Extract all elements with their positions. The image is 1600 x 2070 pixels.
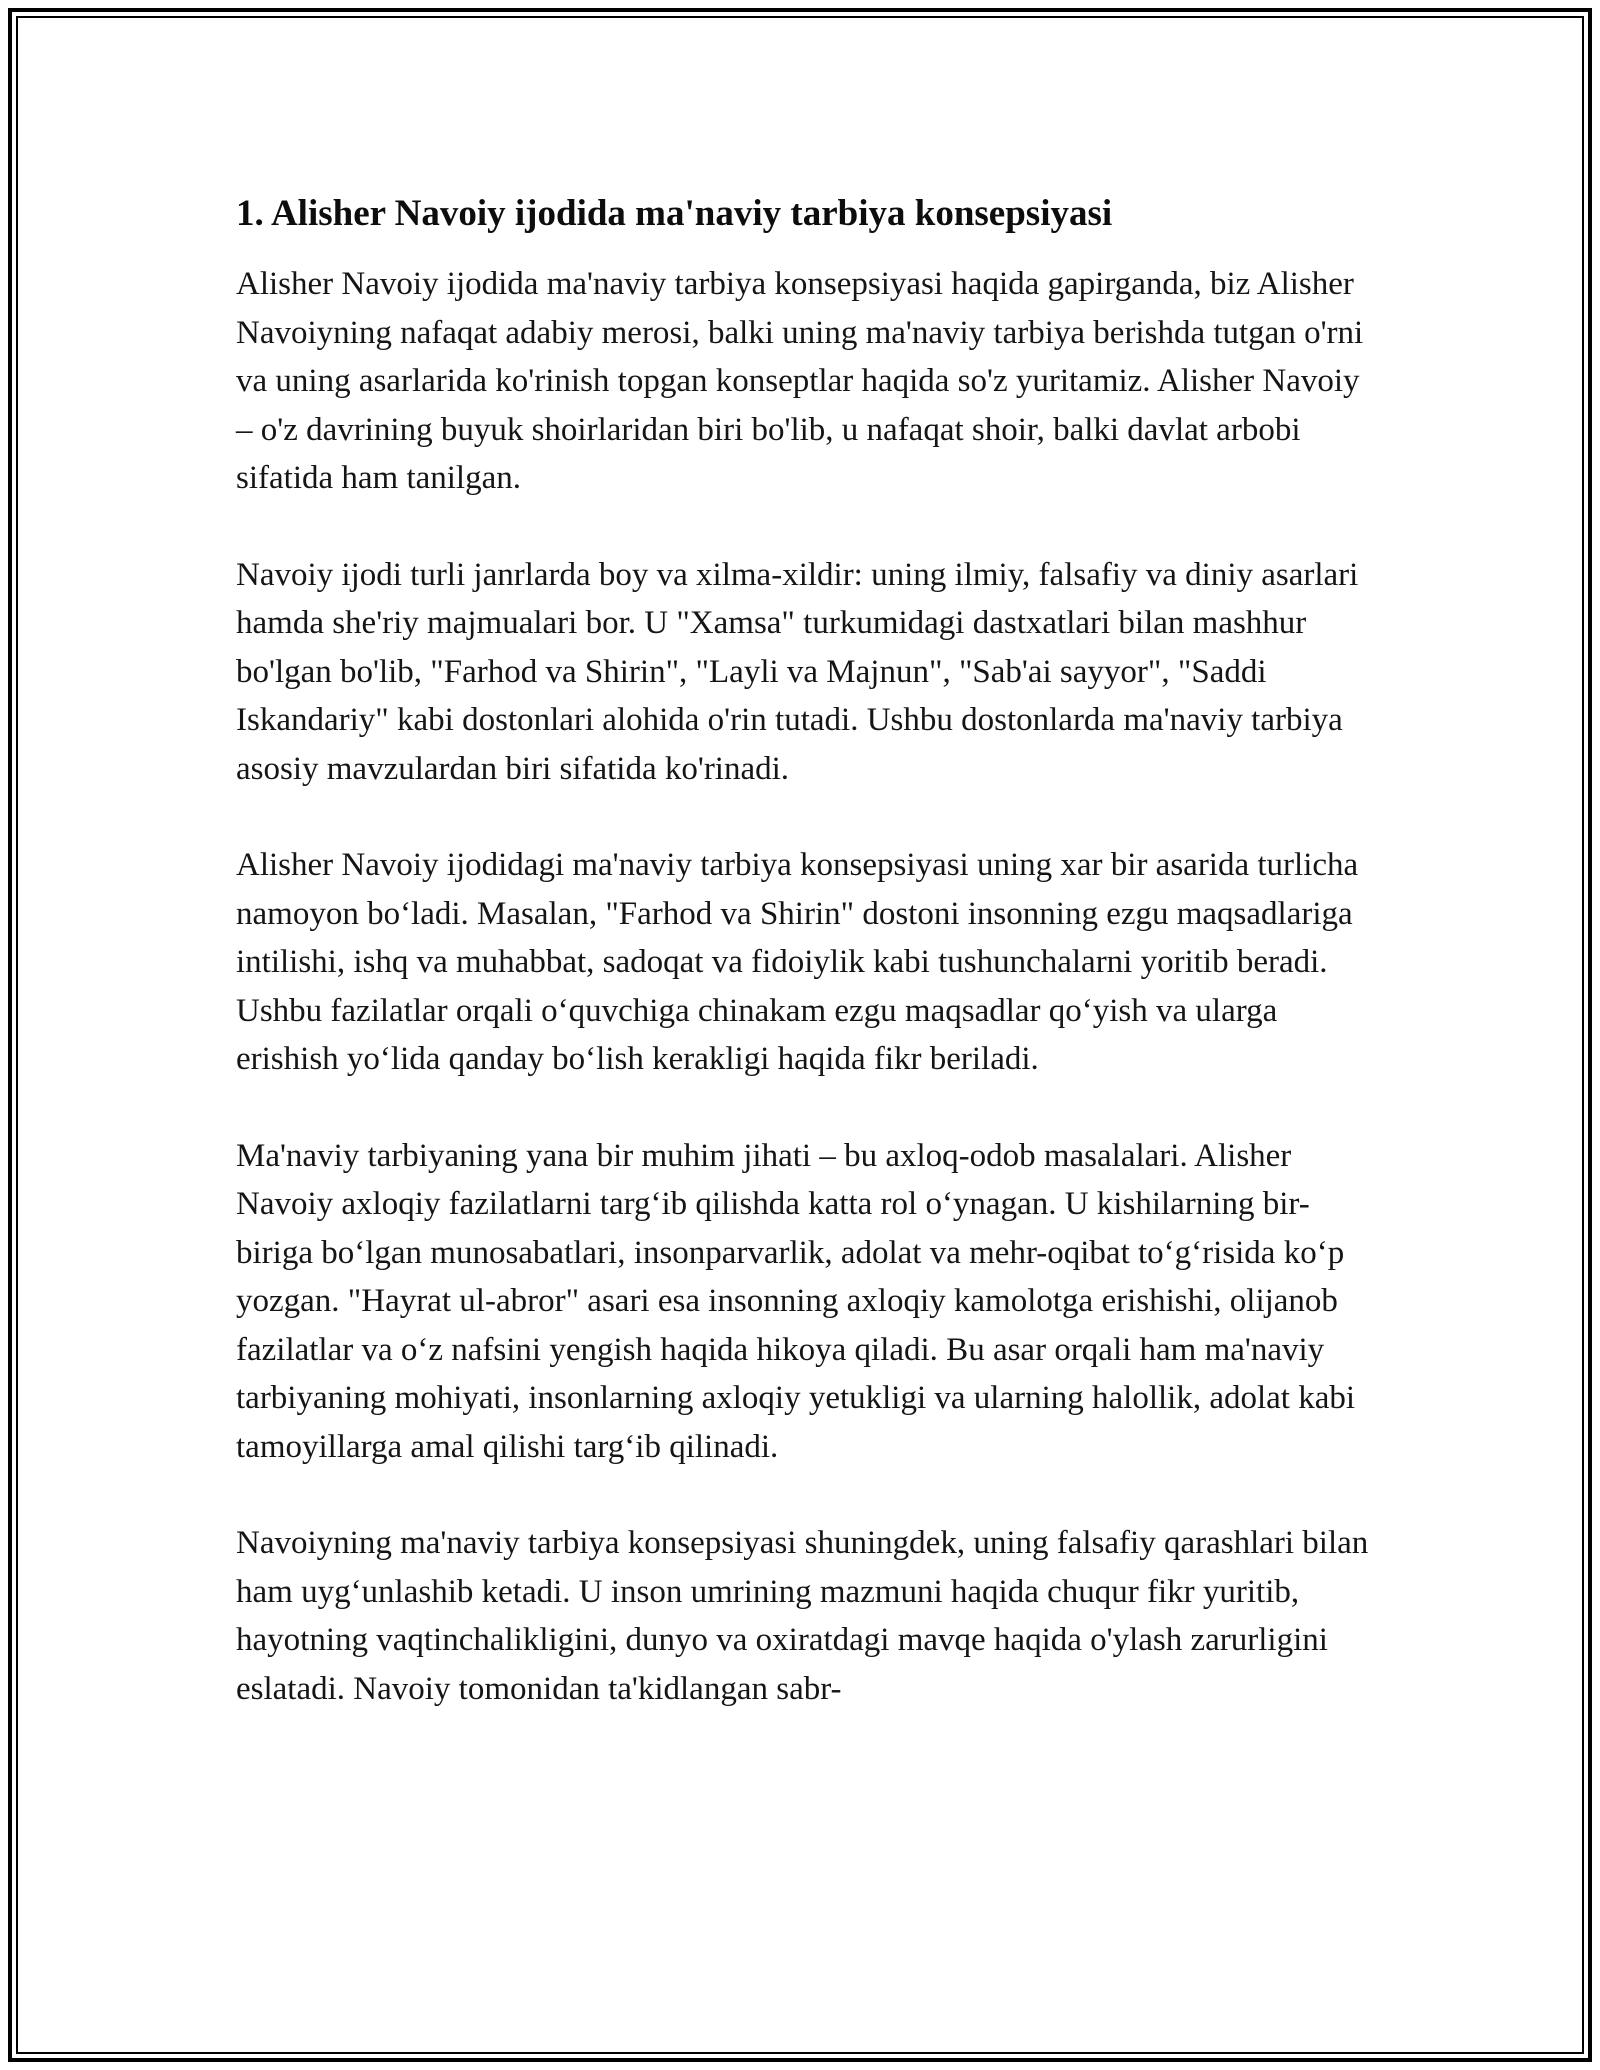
paragraph-3: Alisher Navoiy ijodidagi ma'naviy tarbiya konsepsiyasi uning xar bir asarida turlicha namoyon boʻladi. Masalan, "Farhod va Shirin" dostoni insonning ezgu maqsadlariga intilishi, ishq va muhabbat, sadoqat va fidoiylik kabi tushunchalarni yoritib beradi. Ushbu fazilatlar orqali oʻquvchiga chinakam ezgu maqsadlar qoʻyish va ularga erishish yoʻlida qanday boʻlish kerakligi haqida fikr beriladi. [236,847,1359,1077]
paragraph-1: Alisher Navoiy ijodida ma'naviy tarbiya konsepsiyasi haqida gapirganda, biz Alisher Navoiyning nafaqat adabiy merosi, balki uning ma'naviy tarbiya berishda tutgan o'rni va uning asarlarida ko'rinish topgan konseptlar haqida so'z yuritamiz. Alisher Navoiy – o'z davrining buyuk shoirlaridan biri bo'lib, u nafaqat shoir, balki davlat arbobi sifatida ham tanilgan. [236,266,1364,496]
document-body [236,188,1376,1761]
paragraph-5: Navoiyning ma'naviy tarbiya konsepsiyasi shuningdek, uning falsafiy qarashlari bilan ham uygʻunlashib ketadi. U inson umrining mazmuni haqida chuqur fikr yuritib, hayotning vaqtinchalikligini, dunyo va oxiratdagi mavqe haqida o'ylash zarurligini eslatadi. Navoiy tomonidan ta'kidlangan sabr- [236,1525,1369,1707]
paragraph-2: Navoiy ijodi turli janrlarda boy va xilma-xildir: uning ilmiy, falsafiy va diniy asarlari hamda she'riy majmualari bor. U "Xamsa" turkumidagi dastxatlari bilan mashhur bo'lgan bo'lib, "Farhod va Shirin", "Layli va Majnun", "Sab'ai sayyor", "Saddi Iskandariy" kabi dostonlari alohida o'rin tutadi. Ushbu dostonlarda ma'naviy tarbiya asosiy mavzulardan biri sifatida ko'rinadi. [236,556,1359,787]
paragraph-4: Ma'naviy tarbiyaning yana bir muhim jihati – bu axloq-odob masalalari. Alisher Navoiy axloqiy fazilatlarni targʻib qilishda katta rol oʻynagan. U kishilarning bir-biriga boʻlgan munosabatlari, insonparvarlik, adolat va mehr-oqibat toʻgʻrisida koʻp yozgan. "Hayrat ul-abror" asari esa insonning axloqiy kamolotga erishishi, olijanob fazilatlar va oʻz nafsini yengish haqida hikoya qiladi. Bu asar orqali ham ma'naviy tarbiyaning mohiyati, insonlarning axloqiy yetukligi va ularning halollik, adolat kabi tamoyillarga amal qilishi targʻib qilinadi. [236,1137,1356,1465]
section-heading: 1. Alisher Navoiy ijodida ma'naviy tarbiya konsepsiyasi [236,193,1113,234]
